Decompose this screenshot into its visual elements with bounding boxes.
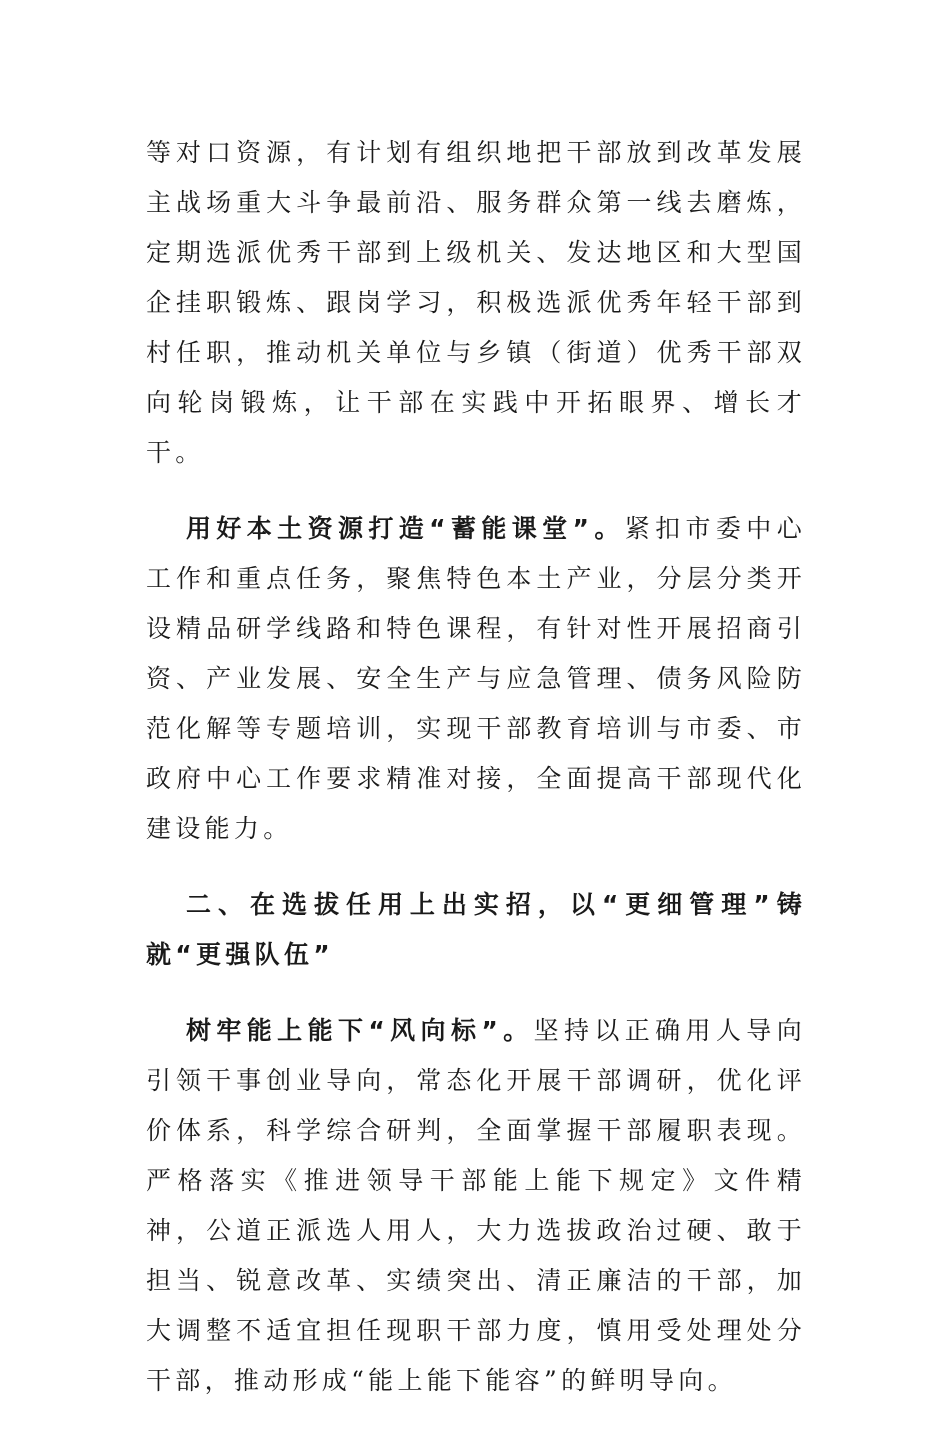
paragraph-text: 坚持以正确用人导向引领干事创业导向，常态化开展干部调研，优化评价体系，科学综合研判，全面掌握干部履职表现。严格落实《推进领导干部能上能下规定》文件精神，公道正派选人用人，大力选拔政治过硬、敢于担当、锐意改革、实绩突出、清正廉洁的干部，加大调整不适宜担任现职干部力度，慎用受处理处分干部，推动形成“能上能下能容”的鲜明导向。 [146,1016,806,1395]
paragraph-lead-title: 树牢能上能下“风向标”。 [186,1016,534,1045]
paragraph-energy-classroom [146,504,806,854]
paragraph-continuation [146,128,806,478]
paragraph-text: 等对口资源，有计划有组织地把干部放到改革发展主战场重大斗争最前沿、服务群众第一线去磨炼，定期选派优秀干部到上级机关、发达地区和大型国企挂职锻炼、跟岗学习，积极选派优秀年轻干部到村任职，推动机关单位与乡镇（街道）优秀干部双向轮岗锻炼，让干部在实践中开拓眼界、增长才干。 [146,138,806,467]
paragraph-text: 紧扣市委中心工作和重点任务，聚焦特色本土产业，分层分类开设精品研学线路和特色课程，有针对性开展招商引资、产业发展、安全生产与应急管理、债务风险防范化解等专题培训，实现干部教育培训与市委、市政府中心工作要求精准对接，全面提高干部现代化建设能力。 [146,514,806,843]
paragraph-weathervane [146,1006,806,1406]
paragraph-lead-title: 用好本土资源打造“蓄能课堂”。 [186,514,625,543]
section-heading: 二、在选拔任用上出实招，以“更细管理”铸就“更强队伍” [146,890,806,969]
document-body [146,128,806,1432]
